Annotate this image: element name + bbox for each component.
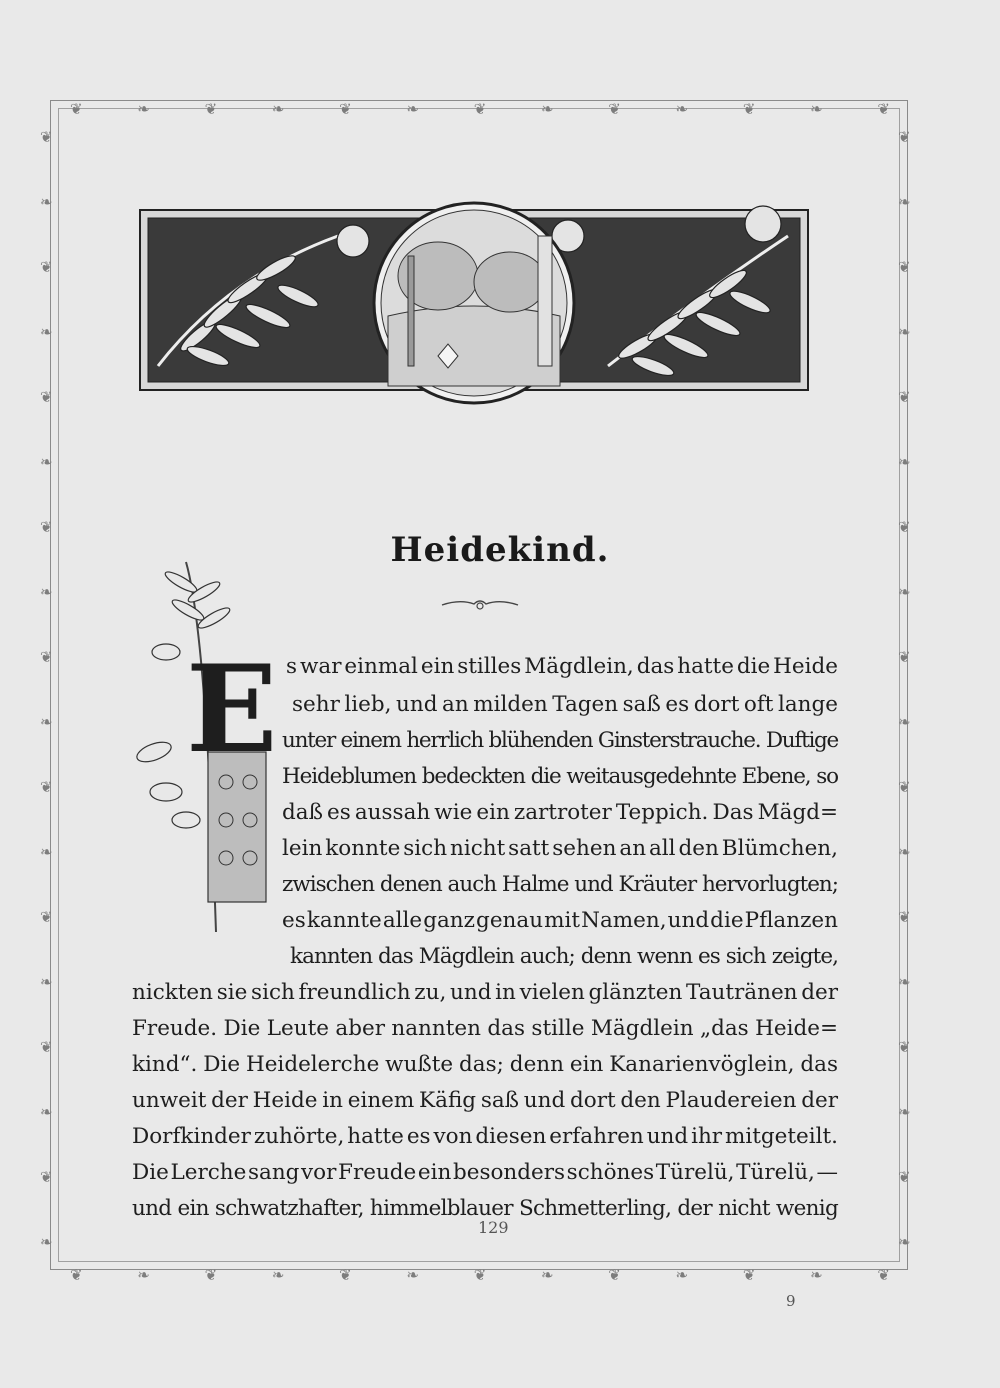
text-line: unweit der Heide in einem Käfig saß und dort den Plaudereien der — [132, 1088, 838, 1113]
text-line: daß es aussah wie ein zartroter Teppich. Das Mägd= — [282, 800, 838, 825]
signature-mark: 9 — [786, 1292, 796, 1310]
text-line: und ein schwatzhafter, himmelblauer Schmetterling, der nicht wenig — [132, 1196, 838, 1221]
text-line: unter einem herrlich blühenden Ginsterstrauche. Duftige — [282, 728, 838, 753]
text-line: Die Lerche sang vor Freude ein besonders schönes Türelü, Türelü, — — [132, 1160, 838, 1185]
text-line: Freude. Die Leute aber nannten das stille Mägdlein „das Heide= — [132, 1016, 838, 1041]
border-vine-left: ❦ ❧ ❦ ❧ ❦ ❧ ❦ ❧ ❦ ❧ ❦ ❧ ❦ ❧ ❦ ❧ ❦ ❧ — [40, 128, 53, 1251]
border-vine-right: ❦ ❧ ❦ ❧ ❦ ❧ ❦ ❧ ❦ ❧ ❦ ❧ ❦ ❧ ❦ ❧ ❦ ❧ — [898, 128, 911, 1251]
text-line: kannten das Mägdlein auch; denn wenn es sich zeigte, — [290, 944, 838, 969]
page-number: 129 — [478, 1218, 509, 1237]
text-line: Dorfkinder zuhörte, hatte es von diesen erfahren und ihr mitgeteilt. — [132, 1124, 838, 1149]
text-line: sehr lieb, und an milden Tagen saß es dort oft lange — [292, 692, 838, 717]
text-line: nickten sie sich freundlich zu, und in vielen glänzten Tautränen der — [132, 980, 838, 1005]
text-line: kind“. Die Heidelerche wußte das; denn ein Kanarienvöglein, das — [132, 1052, 838, 1077]
header-illustration — [138, 196, 810, 410]
text-line: es kannte alle ganz genau mit Namen, und die Pflanzen — [282, 908, 838, 933]
page-title: Heidekind. — [390, 530, 610, 570]
dropcap-letter: E — [186, 639, 278, 780]
text-line: s war einmal ein stilles Mägdlein, das hatte die Heide — [286, 654, 838, 679]
title-ornament — [440, 596, 520, 614]
border-vine-top: ❦ ❧ ❦ ❧ ❦ ❧ ❦ ❧ ❦ ❧ ❦ ❧ ❦ — [70, 100, 890, 118]
text-line: zwischen denen auch Halme und Kräuter hervorlugten; — [282, 872, 839, 897]
border-vine-bottom: ❦ ❧ ❦ ❧ ❦ ❧ ❦ ❧ ❦ ❧ ❦ ❧ ❦ — [70, 1266, 890, 1284]
text-line: Heideblumen bedeckten die weitausgedehnte Ebene, so — [282, 764, 838, 789]
text-line: lein konnte sich nicht satt sehen an all den Blümchen, — [282, 836, 838, 861]
